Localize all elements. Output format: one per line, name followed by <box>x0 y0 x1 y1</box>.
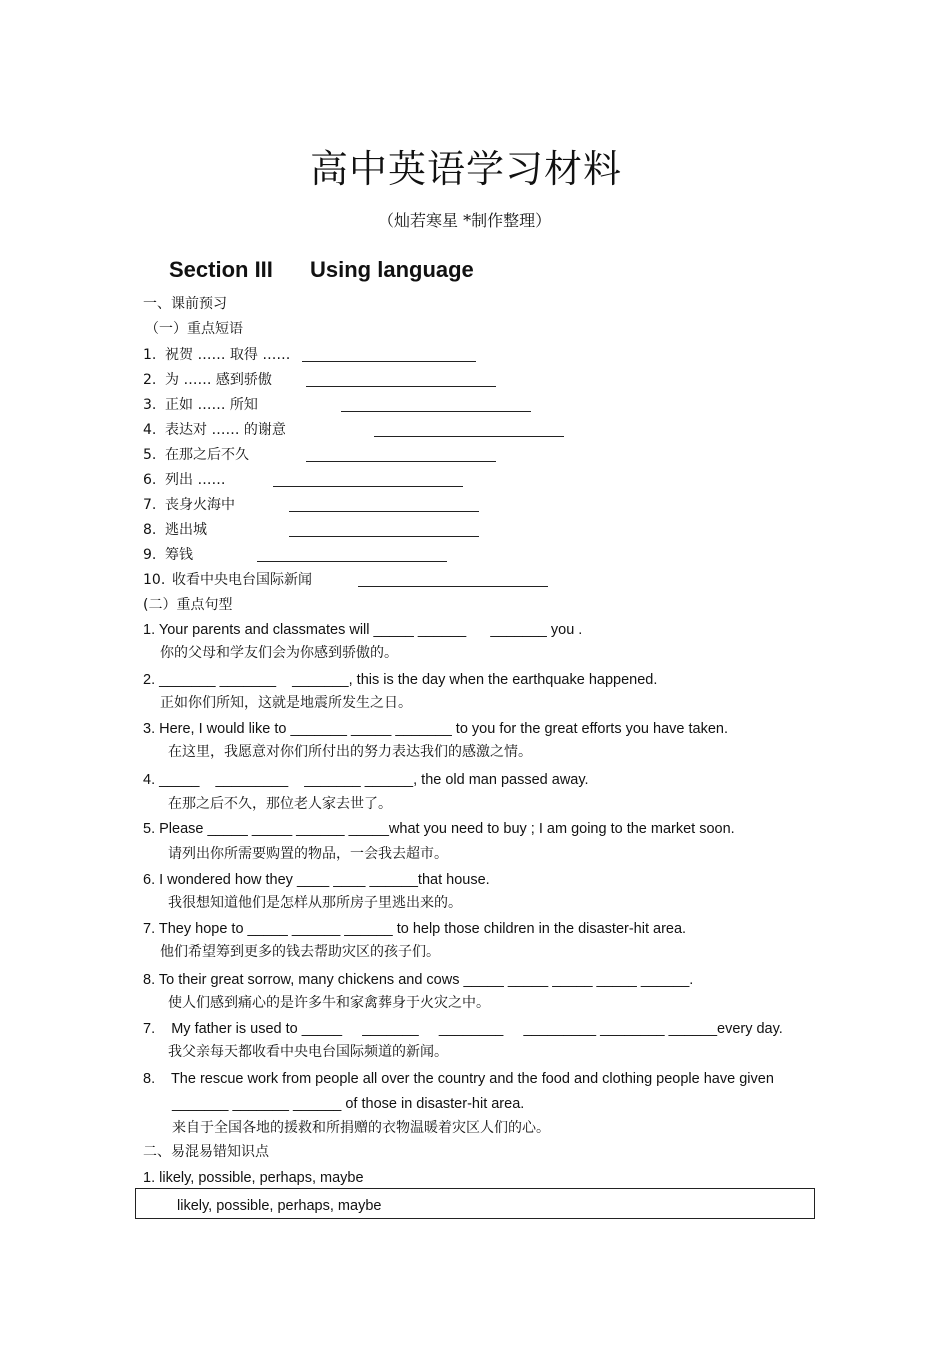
phrases-subheading: （一）重点短语 <box>145 321 243 337</box>
sentence-english: 8. To their great sorrow, many chickens and cows _____ _____ _____ _____ ______. <box>143 972 694 988</box>
section-name: Using language <box>310 257 474 282</box>
phrase-number: 5. <box>143 447 157 463</box>
phrase-answer-blank[interactable] <box>358 586 548 587</box>
phrase-answer-blank[interactable] <box>289 536 479 537</box>
phrase-text: 表达对 …… 的谢意 <box>165 422 286 438</box>
phrase-text: 为 …… 感到骄傲 <box>165 372 272 388</box>
phrase-text: 祝贺 …… 取得 …… <box>165 347 291 363</box>
phrase-answer-blank[interactable] <box>302 361 476 362</box>
phrase-text: 在那之后不久 <box>165 447 249 463</box>
phrase-text: 筹钱 <box>165 547 193 563</box>
phrase-number: 4. <box>143 422 157 438</box>
phrase-answer-blank[interactable] <box>306 461 496 462</box>
phrase-number: 2. <box>143 372 157 388</box>
phrase-text: 正如 …… 所知 <box>165 397 258 413</box>
sentence-chinese: 在那之后不久，那位老人家去世了。 <box>168 796 392 812</box>
phrase-number: 3. <box>143 397 157 413</box>
phrase-number: 6. <box>143 472 157 488</box>
part2-heading: 二、易混易错知识点 <box>143 1144 269 1160</box>
page-title: 高中英语学习材料 <box>310 147 623 191</box>
sentence-chinese: 来自于全国各地的援救和所捐赠的衣物温暖着灾区人们的心。 <box>172 1120 550 1136</box>
sentence-english: 1. Your parents and classmates will _____ ______ _______ you . <box>143 622 583 638</box>
sentence-english: 7. My father is used to _____ _______ ________ _________ ________ ______every day. <box>143 1021 783 1037</box>
phrase-text: 收看中央电台国际新闻 <box>172 572 312 588</box>
sentence-english: 8. The rescue work from people all over the country and the food and clothing people have given <box>143 1071 774 1087</box>
sentence-chinese: 使人们感到痛心的是许多牛和家禽葬身于火灾之中。 <box>168 995 490 1011</box>
phrase-answer-blank[interactable] <box>289 511 479 512</box>
sentence-chinese: 他们希望筹到更多的钱去帮助灾区的孩子们。 <box>160 944 440 960</box>
note-box-text: likely, possible, perhaps, maybe <box>177 1198 382 1214</box>
sentence-english: 7. They hope to _____ ______ ______ to help those children in the disaster-hit area. <box>143 921 687 937</box>
phrase-text: 逃出城 <box>165 522 207 538</box>
section-label: Section III <box>169 257 273 282</box>
sentence-chinese: 正如你们所知，这就是地震所发生之日。 <box>160 695 412 711</box>
phrase-number: 10. <box>143 572 166 588</box>
phrase-number: 9. <box>143 547 157 563</box>
phrase-answer-blank[interactable] <box>306 386 496 387</box>
phrase-text: 丧身火海中 <box>165 497 235 513</box>
sentence-chinese: 我父亲每天都收看中央电台国际频道的新闻。 <box>168 1044 448 1060</box>
phrase-answer-blank[interactable] <box>257 561 447 562</box>
sentence-english-continued: _______ _______ ______ of those in disaster-hit area. <box>172 1096 525 1112</box>
sentence-english: 4. _____ _________ _______ ______, the old man passed away. <box>143 772 589 788</box>
page-subtitle: （灿若寒星 *制作整理） <box>378 211 552 230</box>
sentence-english: 6. I wondered how they ____ ____ ______that house. <box>143 872 490 888</box>
phrase-answer-blank[interactable] <box>341 411 531 412</box>
part2-item: 1. likely, possible, perhaps, maybe <box>143 1170 364 1186</box>
sentences-subheading: (二）重点句型 <box>143 597 233 613</box>
note-box <box>135 1188 815 1219</box>
sentence-english: 2. _______ _______ _______, this is the day when the earthquake happened. <box>143 672 658 688</box>
sentence-english: 3. Here, I would like to _______ _____ _______ to you for the great efforts you have taken. <box>143 721 728 737</box>
phrase-text: 列出 …… <box>165 472 226 488</box>
sentence-chinese: 你的父母和学友们会为你感到骄傲的。 <box>160 645 398 661</box>
sentence-english: 5. Please _____ _____ ______ _____what you need to buy ; I am going to the market soon. <box>143 821 735 837</box>
phrase-answer-blank[interactable] <box>374 436 564 437</box>
phrase-number: 8. <box>143 522 157 538</box>
sentence-chinese: 我很想知道他们是怎样从那所房子里逃出来的。 <box>168 895 462 911</box>
phrase-number: 7. <box>143 497 157 513</box>
sentence-chinese: 在这里，我愿意对你们所付出的努力表达我们的感激之情。 <box>168 744 532 760</box>
sentence-chinese: 请列出你所需要购置的物品，一会我去超市。 <box>168 846 448 862</box>
phrase-answer-blank[interactable] <box>273 486 463 487</box>
phrase-number: 1. <box>143 347 157 363</box>
part1-heading: 一、课前预习 <box>143 296 227 312</box>
